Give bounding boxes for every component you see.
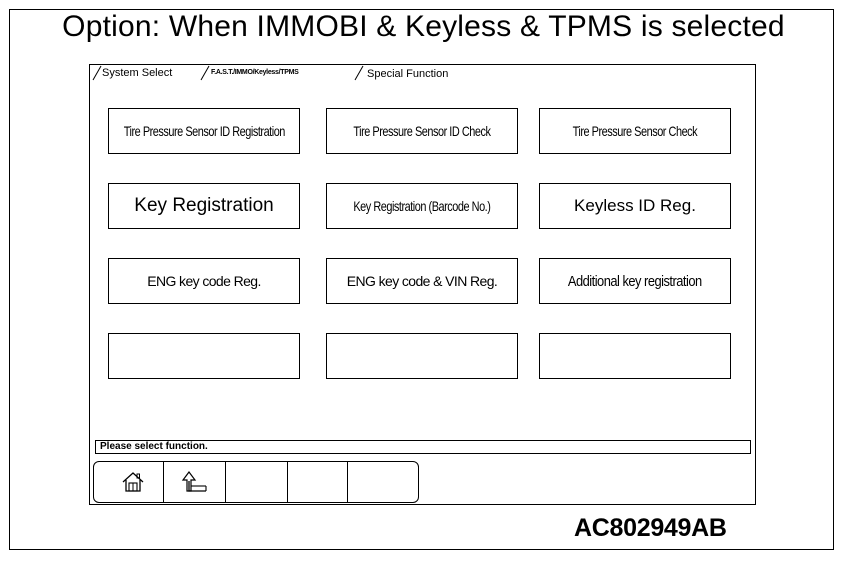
empty-function-slot bbox=[108, 333, 300, 379]
breadcrumb-special-function: Special Function bbox=[367, 68, 449, 80]
home-button[interactable] bbox=[102, 462, 164, 502]
breadcrumb-separator bbox=[200, 65, 210, 81]
empty-function-slot bbox=[326, 333, 518, 379]
back-icon bbox=[181, 469, 209, 495]
breadcrumb bbox=[90, 65, 755, 81]
keyless-id-reg-button[interactable]: Keyless ID Reg. bbox=[539, 183, 731, 229]
toolbar-empty-slot[interactable] bbox=[288, 462, 348, 502]
eng-key-code-reg-button[interactable]: ENG key code Reg. bbox=[108, 258, 300, 304]
toolbar-empty-slot[interactable] bbox=[226, 462, 288, 502]
back-button[interactable] bbox=[164, 462, 226, 502]
breadcrumb-system-select[interactable]: System Select bbox=[102, 67, 173, 79]
toolbar-empty-slot[interactable] bbox=[348, 462, 410, 502]
tire-pressure-sensor-id-registration-button[interactable]: Tire Pressure Sensor ID Registration bbox=[108, 108, 300, 154]
status-bar: Please select function. bbox=[95, 440, 751, 454]
breadcrumb-separator bbox=[92, 65, 102, 81]
key-registration-button[interactable]: Key Registration bbox=[108, 183, 300, 229]
figure-caption: Option: When IMMOBI & Keyless & TPMS is selected bbox=[62, 10, 785, 43]
tire-pressure-sensor-check-button[interactable]: Tire Pressure Sensor Check bbox=[539, 108, 731, 154]
home-icon bbox=[120, 469, 146, 495]
bottom-toolbar bbox=[93, 461, 419, 503]
scan-tool-screen bbox=[89, 64, 756, 505]
figure-id: AC802949AB bbox=[574, 514, 727, 542]
breadcrumb-separator bbox=[354, 65, 364, 81]
eng-key-code-vin-reg-button[interactable]: ENG key code & VIN Reg. bbox=[326, 258, 518, 304]
key-registration-barcode-button[interactable]: Key Registration (Barcode No.) bbox=[326, 183, 518, 229]
breadcrumb-system-name[interactable]: F.A.S.T./IMMO/Keyless/TPMS bbox=[211, 69, 299, 76]
additional-key-registration-button[interactable]: Additional key registration bbox=[539, 258, 731, 304]
tire-pressure-sensor-id-check-button[interactable]: Tire Pressure Sensor ID Check bbox=[326, 108, 518, 154]
empty-function-slot bbox=[539, 333, 731, 379]
